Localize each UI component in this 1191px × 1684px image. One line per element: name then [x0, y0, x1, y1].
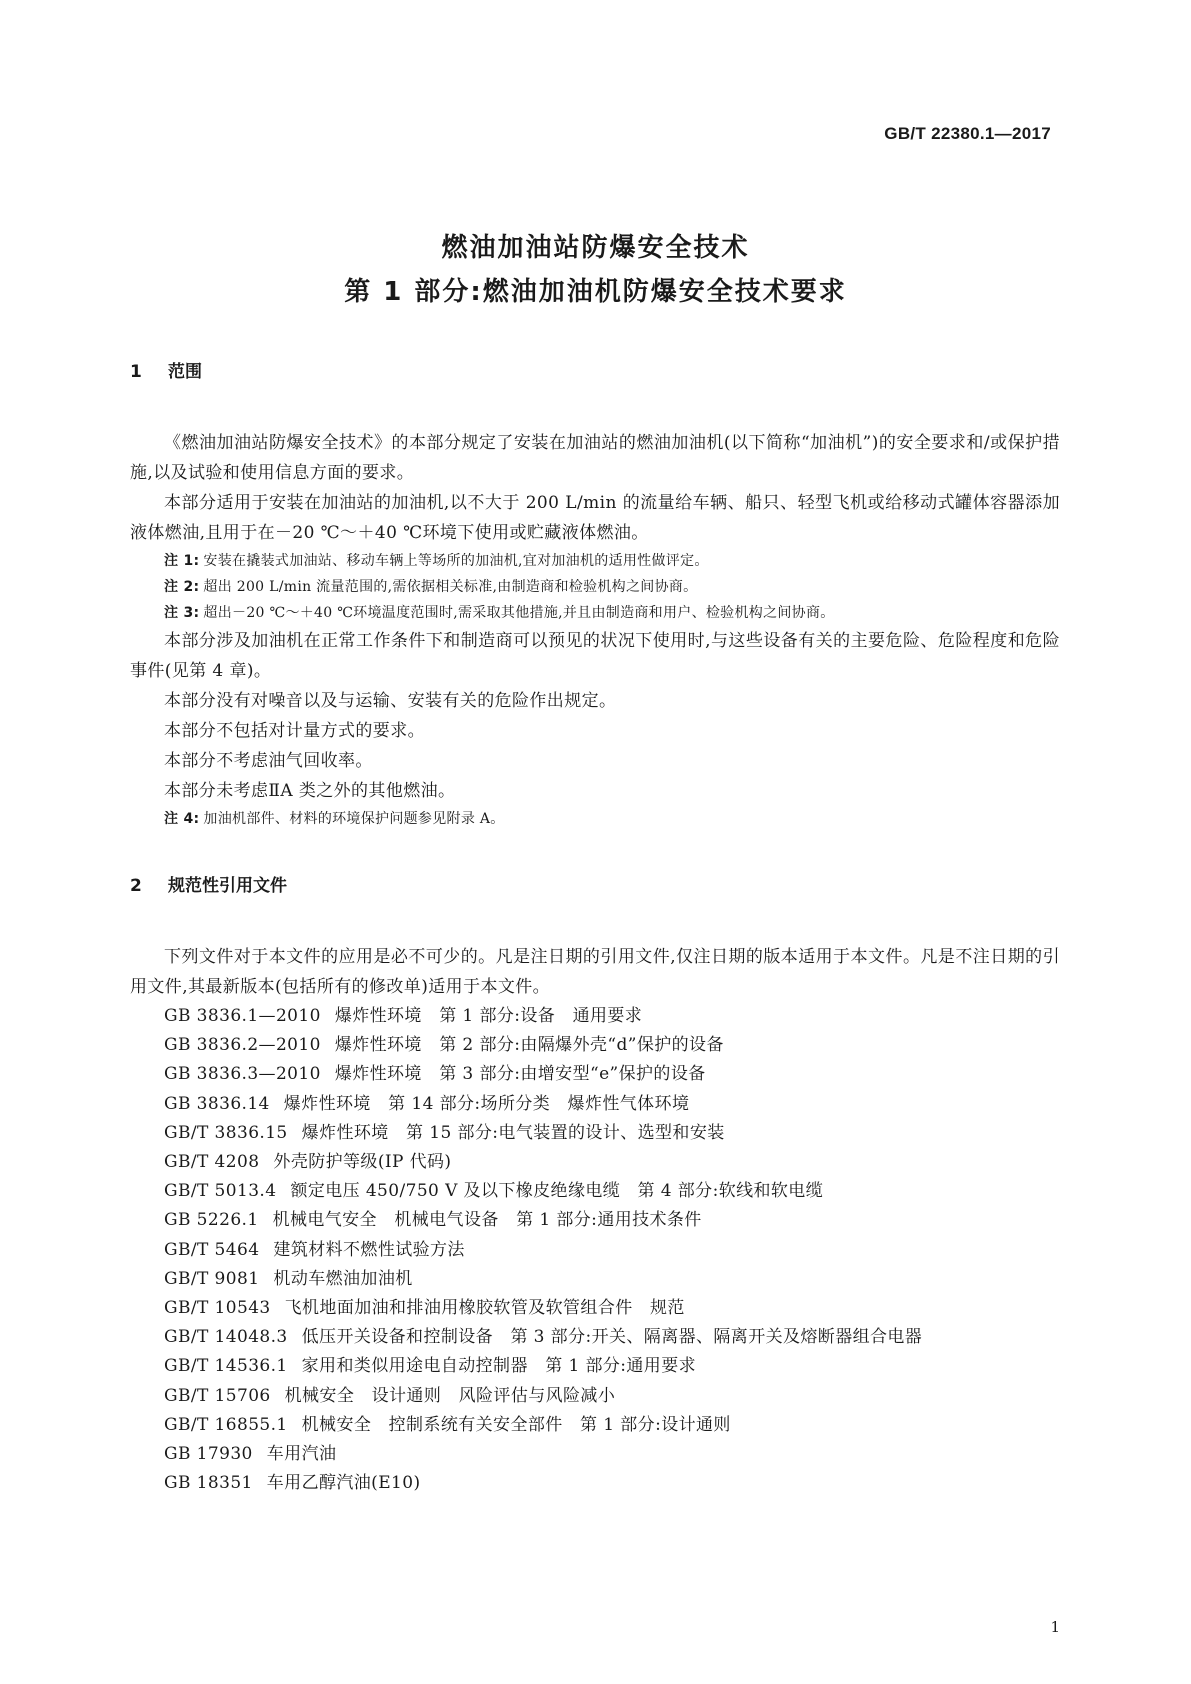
paragraph: 本部分涉及加油机在正常工作条件下和制造商可以预见的状况下使用时,与这些设备有关的主要危险、危险程度和危险事件(见第 4 章)。 — [130, 631, 1060, 681]
reference-code: GB 18351 — [164, 1473, 253, 1494]
reference-code: GB 3836.2—2010 — [164, 1035, 321, 1056]
reference-title: 建筑材料不燃性试验方法 — [273, 1239, 465, 1260]
reference-item — [130, 1294, 1060, 1323]
paragraph: 《燃油加油站防爆安全技术》的本部分规定了安装在加油站的燃油加油机(以下简称“加油机”)的安全要求和/或保护措施,以及试验和使用信息方面的要求。 — [130, 433, 1060, 483]
reference-code: GB/T 4208 — [164, 1152, 260, 1173]
reference-code: GB/T 5464 — [164, 1239, 260, 1260]
reference-item — [130, 1060, 1060, 1089]
reference-code: GB/T 14536.1 — [164, 1356, 288, 1377]
reference-item — [130, 1440, 1060, 1469]
reference-code: GB 3836.3—2010 — [164, 1064, 321, 1085]
reference-code: GB/T 3836.15 — [164, 1122, 288, 1143]
reference-code: GB 3836.14 — [164, 1093, 270, 1114]
reference-item — [130, 1411, 1060, 1440]
section-1-heading — [130, 360, 1060, 384]
reference-item — [130, 1119, 1060, 1148]
note-text: 超出 200 L/min 流量范围的,需依据相关标准,由制造商和检验机构之间协商。 — [203, 579, 698, 595]
note-text: 加油机部件、材料的环境保护问题参见附录 A。 — [203, 811, 505, 827]
reference-item — [130, 1265, 1060, 1294]
reference-title: 爆炸性环境 第 15 部分:电气装置的设计、选型和安装 — [301, 1122, 725, 1143]
title-line-1: 燃油加油站防爆安全技术 — [441, 233, 750, 263]
reference-code: GB/T 10543 — [164, 1298, 271, 1319]
section-number: 2 — [130, 876, 142, 896]
reference-item — [130, 1002, 1060, 1031]
reference-code: GB 5226.1 — [164, 1210, 259, 1231]
section-title: 规范性引用文件 — [168, 876, 287, 896]
reference-code: GB 17930 — [164, 1444, 253, 1465]
paragraph: 下列文件对于本文件的应用是必不可少的。凡是注日期的引用文件,仅注日期的版本适用于本文件。凡是不注日期的引用文件,其最新版本(包括所有的修改单)适用于本文件。 — [130, 947, 1060, 997]
note-text: 超出－20 ℃～＋40 ℃环境温度范围时,需采取其他措施,并且由制造商和用户、检验机构之间协商。 — [203, 605, 835, 621]
section-2-heading — [130, 874, 1060, 898]
reference-code: GB/T 5013.4 — [164, 1181, 277, 1202]
reference-title: 车用乙醇汽油(E10) — [266, 1473, 421, 1494]
reference-title: 额定电压 450/750 V 及以下橡皮绝缘电缆 第 4 部分:软线和软电缆 — [290, 1181, 824, 1202]
standard-id: GB/T 22380.1—2017 — [884, 124, 1051, 143]
reference-title: 外壳防护等级(IP 代码) — [273, 1152, 452, 1173]
reference-title: 爆炸性环境 第 3 部分:由增安型“e”保护的设备 — [334, 1064, 706, 1085]
reference-title: 爆炸性环境 第 2 部分:由隔爆外壳“d”保护的设备 — [334, 1035, 724, 1056]
reference-title: 低压开关设备和控制设备 第 3 部分:开关、隔离器、隔离开关及熔断器组合电器 — [301, 1327, 923, 1348]
reference-item — [130, 1177, 1060, 1206]
reference-item — [130, 1323, 1060, 1352]
reference-item — [130, 1236, 1060, 1265]
page-content — [130, 360, 1060, 1498]
reference-title: 家用和类似用途电自动控制器 第 1 部分:通用要求 — [301, 1356, 697, 1377]
paragraph: 本部分适用于安装在加油站的加油机,以不大于 200 L/min 的流量给车辆、船只、轻型飞机或给移动式罐体容器添加液体燃油,且用于在－20 ℃～＋40 ℃环境下使用或贮藏液体燃油。 — [130, 493, 1060, 543]
note — [164, 548, 1060, 574]
reference-title: 机械安全 控制系统有关安全部件 第 1 部分:设计通则 — [301, 1414, 731, 1435]
paragraph: 本部分没有对噪音以及与运输、安装有关的危险作出规定。 — [164, 691, 617, 711]
reference-item — [130, 1382, 1060, 1411]
reference-item — [130, 1469, 1060, 1498]
note-label: 注 1: — [164, 553, 200, 569]
reference-code: GB/T 14048.3 — [164, 1327, 288, 1348]
reference-item — [130, 1090, 1060, 1119]
note — [164, 806, 1060, 832]
reference-code: GB/T 15706 — [164, 1385, 271, 1406]
section-title: 范围 — [168, 362, 202, 382]
note-label: 注 4: — [164, 811, 200, 827]
reference-title: 机械电气安全 机械电气设备 第 1 部分:通用技术条件 — [272, 1210, 702, 1231]
reference-title: 机械安全 设计通则 风险评估与风险减小 — [284, 1385, 616, 1406]
reference-title: 车用汽油 — [266, 1444, 337, 1465]
note-text: 安装在撬装式加油站、移动车辆上等场所的加油机,宜对加油机的适用性做评定。 — [203, 553, 709, 569]
paragraph: 本部分未考虑ⅡA 类之外的其他燃油。 — [164, 781, 456, 801]
section-number: 1 — [130, 362, 142, 382]
reference-list — [130, 1002, 1060, 1498]
reference-title: 爆炸性环境 第 1 部分:设备 通用要求 — [334, 1006, 643, 1026]
reference-title: 机动车燃油加油机 — [273, 1268, 413, 1289]
title-line-2: 第 1 部分:燃油加油机防爆安全技术要求 — [344, 277, 847, 307]
reference-item — [130, 1148, 1060, 1177]
paragraph: 本部分不包括对计量方式的要求。 — [164, 721, 425, 741]
reference-item — [130, 1031, 1060, 1060]
reference-code: GB 3836.1—2010 — [164, 1006, 321, 1026]
reference-title: 飞机地面加油和排油用橡胶软管及软管组合件 规范 — [284, 1298, 685, 1319]
reference-item — [130, 1352, 1060, 1381]
note — [164, 600, 1060, 626]
note-label: 注 2: — [164, 579, 200, 595]
note-label: 注 3: — [164, 605, 200, 621]
reference-code: GB/T 16855.1 — [164, 1414, 288, 1435]
paragraph: 本部分不考虑油气回收率。 — [164, 751, 373, 771]
reference-code: GB/T 9081 — [164, 1268, 260, 1289]
document-title — [0, 226, 1191, 314]
reference-title: 爆炸性环境 第 14 部分:场所分类 爆炸性气体环境 — [283, 1093, 690, 1114]
reference-item — [130, 1206, 1060, 1235]
note — [164, 574, 1060, 600]
page-number: 1 — [1050, 1618, 1060, 1636]
